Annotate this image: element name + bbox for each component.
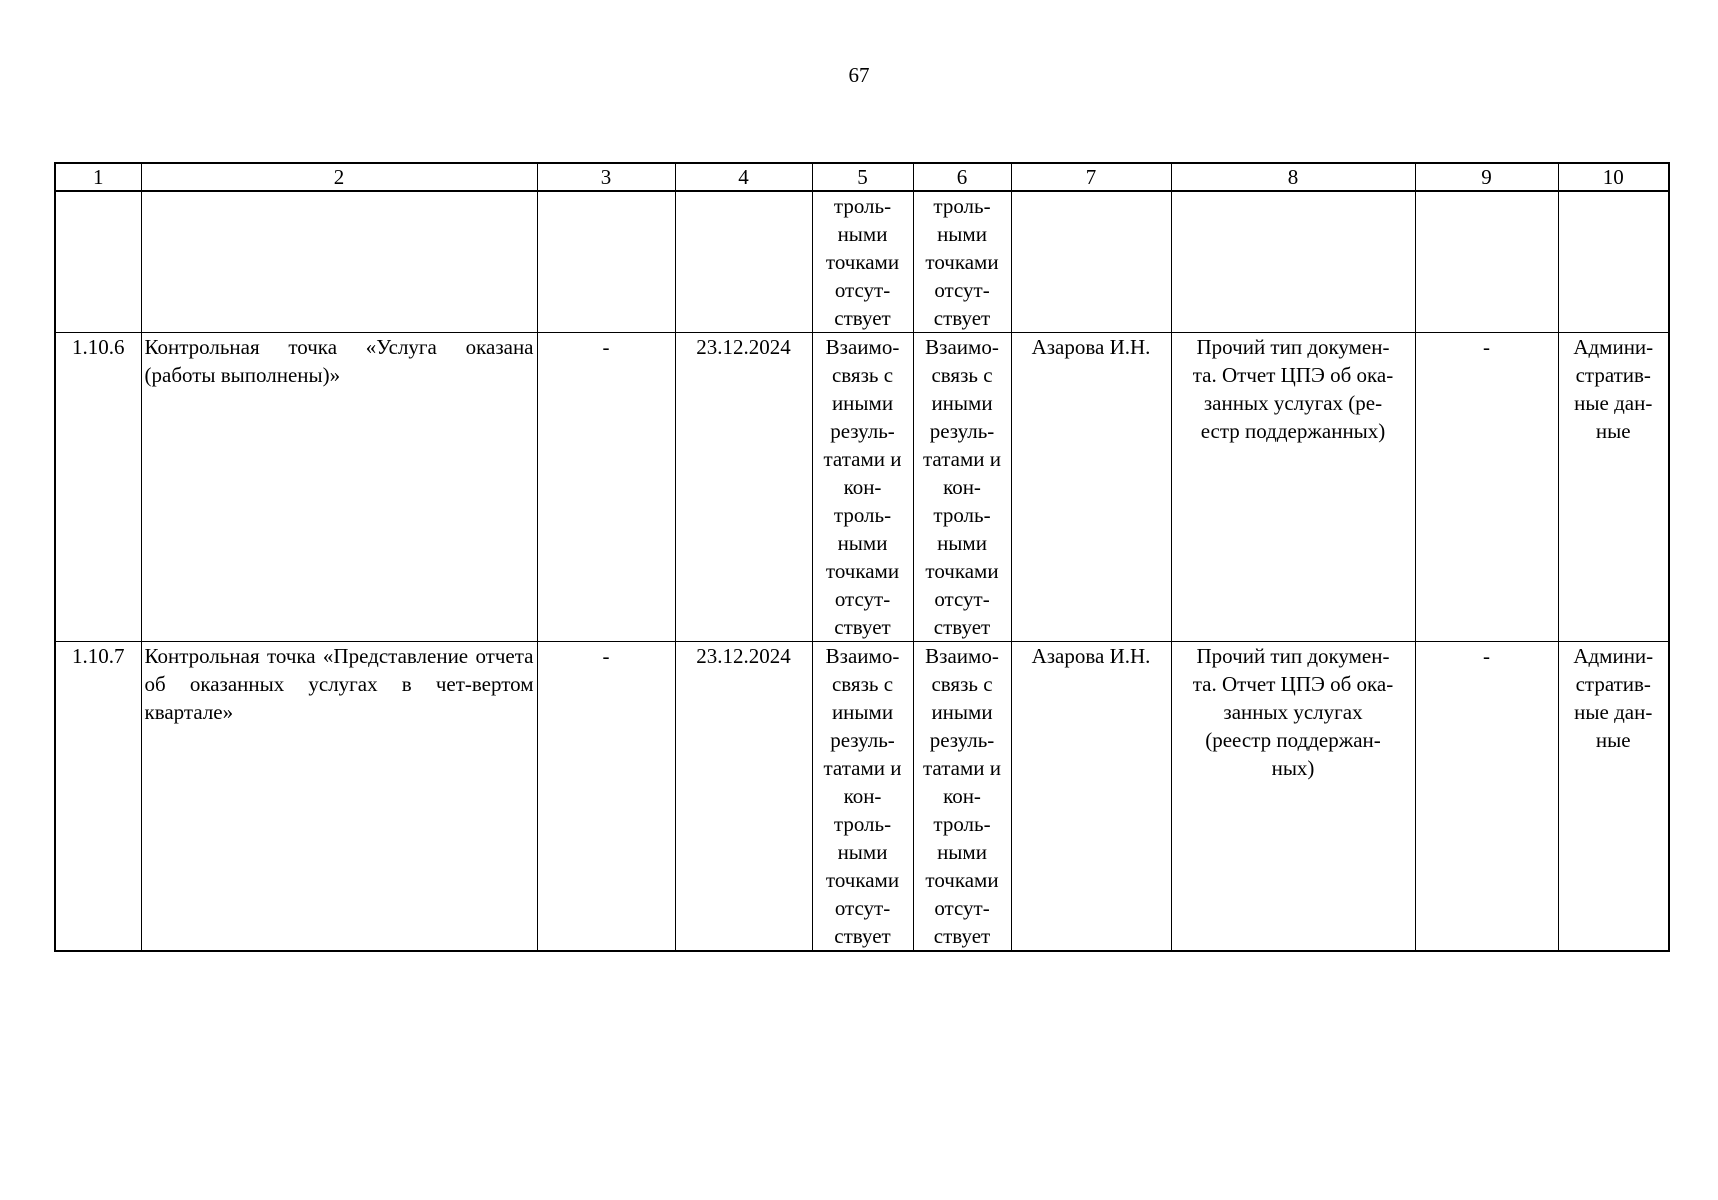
- cell-line: татами и: [823, 447, 902, 471]
- cell-line: татами и: [923, 756, 1001, 780]
- cell-line: отсут-: [834, 587, 891, 611]
- cell-col3: [537, 191, 675, 333]
- cell-line: та. Отчет ЦПЭ об ока-: [1192, 672, 1394, 696]
- cell-line: связь с: [931, 672, 993, 696]
- cell-line: троль-: [933, 503, 991, 527]
- cell-col6: [913, 642, 1011, 952]
- cell-line: ствует: [933, 924, 991, 948]
- header-col-4: 4: [675, 163, 812, 191]
- header-col-6: 6: [913, 163, 1011, 191]
- cell-line: кон-: [943, 784, 981, 808]
- cell-line: татами и: [923, 447, 1001, 471]
- cell-line: кон-: [843, 475, 882, 499]
- header-col-8: 8: [1171, 163, 1415, 191]
- cell-line: резуль-: [830, 419, 895, 443]
- cell-line: Взаимо-: [925, 335, 999, 359]
- cell-line: иными: [831, 391, 894, 415]
- cell-line: ных): [1271, 756, 1315, 780]
- cell-name: Контрольная точка «Представление отчета об оказанных услугах в чет-вертом квартале»: [141, 642, 537, 952]
- cell-col10: [1558, 642, 1669, 952]
- table-row: [55, 642, 1669, 952]
- cell-line: стратив-: [1575, 672, 1651, 696]
- cell-line: связь с: [831, 363, 894, 387]
- cell-col9: [1415, 191, 1558, 333]
- plan-table: [54, 162, 1670, 952]
- cell-line: троль-: [833, 194, 892, 218]
- cell-line: ными: [837, 531, 888, 555]
- cell-line: занных услугах: [1223, 700, 1363, 724]
- cell-line: ные дан-: [1574, 700, 1653, 724]
- cell-line: кон-: [943, 475, 981, 499]
- cell-line: ные: [1595, 419, 1631, 443]
- cell-line: кон-: [843, 784, 882, 808]
- cell-line: Прочий тип докумен-: [1196, 335, 1390, 359]
- cell-line: отсут-: [934, 278, 990, 302]
- cell-line: ными: [937, 222, 987, 246]
- header-col-3: 3: [537, 163, 675, 191]
- cell-line: иными: [931, 391, 993, 415]
- cell-col3: -: [537, 333, 675, 642]
- cell-line: ными: [837, 840, 888, 864]
- cell-line: (реестр поддержан-: [1205, 728, 1381, 752]
- cell-line: троль-: [833, 812, 892, 836]
- cell-line: резуль-: [929, 728, 995, 752]
- cell-line: ными: [937, 531, 987, 555]
- cell-line: троль-: [933, 194, 991, 218]
- cell-line: ными: [937, 840, 987, 864]
- cell-line: ствует: [834, 615, 891, 639]
- header-col-1: 1: [55, 163, 141, 191]
- cell-line: Прочий тип докумен-: [1196, 644, 1390, 668]
- cell-line: иными: [931, 700, 993, 724]
- cell-responsible: [1011, 191, 1171, 333]
- cell-line: ные дан-: [1574, 391, 1653, 415]
- cell-line: ствует: [834, 306, 891, 330]
- cell-line: резуль-: [830, 728, 895, 752]
- cell-responsible: Азарова И.Н.: [1011, 642, 1171, 952]
- cell-line: точками: [825, 559, 900, 583]
- cell-line: Админи-: [1573, 644, 1654, 668]
- cell-line: точками: [925, 250, 999, 274]
- cell-date: 23.12.2024: [675, 333, 812, 642]
- cell-date: 23.12.2024: [675, 642, 812, 952]
- cell-line: точками: [825, 250, 900, 274]
- cell-line: ные: [1595, 728, 1631, 752]
- table-row: [55, 333, 1669, 642]
- cell-line: занных услугах (ре-: [1203, 391, 1383, 415]
- header-col-7: 7: [1011, 163, 1171, 191]
- cell-line: Взаимо-: [825, 335, 900, 359]
- header-col-5: 5: [812, 163, 913, 191]
- cell-date: [675, 191, 812, 333]
- cell-line: связь с: [831, 672, 894, 696]
- cell-line: точками: [925, 868, 999, 892]
- cell-col3: -: [537, 642, 675, 952]
- header-col-9: 9: [1415, 163, 1558, 191]
- cell-line: резуль-: [929, 419, 995, 443]
- cell-col5: [812, 642, 913, 952]
- cell-line: естр поддержанных): [1200, 419, 1386, 443]
- cell-col10: [1558, 333, 1669, 642]
- cell-col9: -: [1415, 333, 1558, 642]
- cell-line: точками: [925, 559, 999, 583]
- table-row-continuation: [55, 191, 1669, 333]
- cell-line: стратив-: [1575, 363, 1651, 387]
- header-row: [55, 163, 1669, 191]
- cell-line: иными: [831, 700, 894, 724]
- cell-document: [1171, 642, 1415, 952]
- cell-col10: [1558, 191, 1669, 333]
- cell-col6: [913, 191, 1011, 333]
- cell-line: отсут-: [934, 896, 990, 920]
- cell-num: 1.10.6: [55, 333, 141, 642]
- cell-name: Контрольная точка «Услуга оказана (работы выполнены)»: [141, 333, 537, 642]
- cell-line: отсут-: [834, 278, 891, 302]
- header-col-10: 10: [1558, 163, 1669, 191]
- header-col-2: 2: [141, 163, 537, 191]
- cell-line: троль-: [833, 503, 892, 527]
- cell-col9: -: [1415, 642, 1558, 952]
- cell-name: [141, 191, 537, 333]
- cell-line: та. Отчет ЦПЭ об ока-: [1192, 363, 1394, 387]
- cell-line: ствует: [933, 306, 991, 330]
- cell-line: Взаимо-: [925, 644, 999, 668]
- page-number: 67: [848, 63, 870, 87]
- cell-line: ными: [837, 222, 888, 246]
- cell-line: Админи-: [1573, 335, 1654, 359]
- cell-num: 1.10.7: [55, 642, 141, 952]
- cell-responsible: Азарова И.Н.: [1011, 333, 1171, 642]
- cell-col5: [812, 191, 913, 333]
- cell-line: Взаимо-: [825, 644, 900, 668]
- cell-line: ствует: [834, 924, 891, 948]
- cell-document: [1171, 191, 1415, 333]
- cell-line: связь с: [931, 363, 993, 387]
- cell-col5: [812, 333, 913, 642]
- cell-line: троль-: [933, 812, 991, 836]
- cell-line: отсут-: [934, 587, 990, 611]
- cell-line: отсут-: [834, 896, 891, 920]
- cell-line: татами и: [823, 756, 902, 780]
- cell-line: точками: [825, 868, 900, 892]
- cell-document: [1171, 333, 1415, 642]
- cell-num: [55, 191, 141, 333]
- cell-line: ствует: [933, 615, 991, 639]
- cell-col6: [913, 333, 1011, 642]
